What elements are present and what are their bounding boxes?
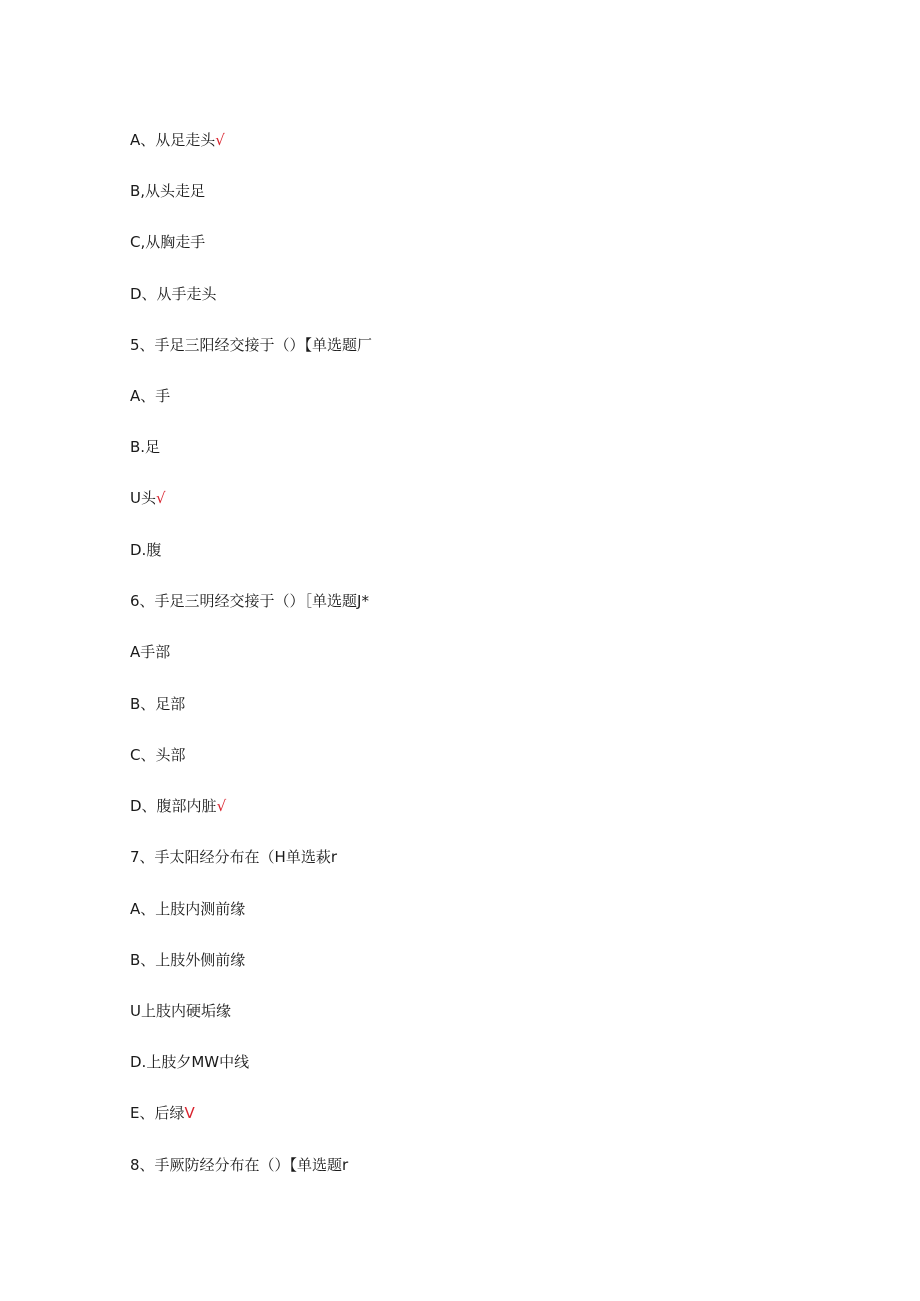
question-text: 6、手足三明经交接于（）［单选题J* — [130, 592, 369, 610]
option-text: E、后绿 — [130, 1104, 185, 1122]
question-text: 5、手足三阳经交接于（）【单选题厂 — [130, 336, 373, 354]
option-d-q4 — [130, 284, 217, 304]
option-d-q5 — [130, 540, 161, 560]
answer-check-mark: √ — [155, 489, 166, 507]
option-c-q7 — [130, 1001, 231, 1021]
question-6 — [130, 591, 369, 611]
option-text: C、头部 — [130, 746, 186, 764]
option-text: B、足部 — [130, 695, 186, 713]
option-a-q5 — [130, 386, 170, 406]
option-b-q4 — [130, 181, 205, 201]
answer-check-mark: V — [184, 1104, 195, 1122]
answer-check-mark: √ — [215, 131, 225, 149]
option-text: D.上肢夕MW中线 — [130, 1053, 250, 1071]
option-c-q6 — [130, 745, 185, 765]
option-text: U上肢内硬垢缘 — [130, 1002, 231, 1020]
option-c-q4 — [130, 232, 205, 252]
question-text: 7、手太阳经分布在（H单选萩r — [130, 848, 337, 866]
option-text: A手部 — [130, 643, 171, 661]
option-c-q5 — [130, 488, 166, 508]
option-d-q6 — [130, 796, 226, 816]
question-8 — [130, 1155, 348, 1175]
option-text: B.足 — [130, 438, 161, 456]
option-a-q6 — [130, 642, 170, 662]
option-b-q7 — [130, 950, 245, 970]
question-7 — [130, 847, 337, 867]
option-a-q7 — [130, 899, 245, 919]
question-5 — [130, 335, 372, 355]
option-text: U头 — [130, 489, 156, 507]
option-text: A、上肢内测前缘 — [130, 900, 246, 918]
answer-check-mark: √ — [216, 797, 227, 815]
option-text: A、从足走头 — [130, 131, 216, 149]
option-text: A、手 — [130, 387, 171, 405]
option-text: D.腹 — [130, 541, 162, 559]
option-b-q5 — [130, 437, 160, 457]
option-text: B,从头走足 — [130, 182, 206, 200]
option-d-q7 — [130, 1052, 249, 1072]
question-text: 8、手厥防经分布在（）【单选题r — [130, 1156, 349, 1174]
option-text: C,从胸走手 — [130, 233, 206, 251]
option-b-q6 — [130, 694, 185, 714]
option-text: D、腹部内脏 — [130, 797, 217, 815]
option-a-q4 — [130, 130, 225, 150]
option-text: D、从手走头 — [130, 285, 217, 303]
option-text: B、上肢外侧前缘 — [130, 951, 246, 969]
option-e-q7 — [130, 1103, 195, 1123]
